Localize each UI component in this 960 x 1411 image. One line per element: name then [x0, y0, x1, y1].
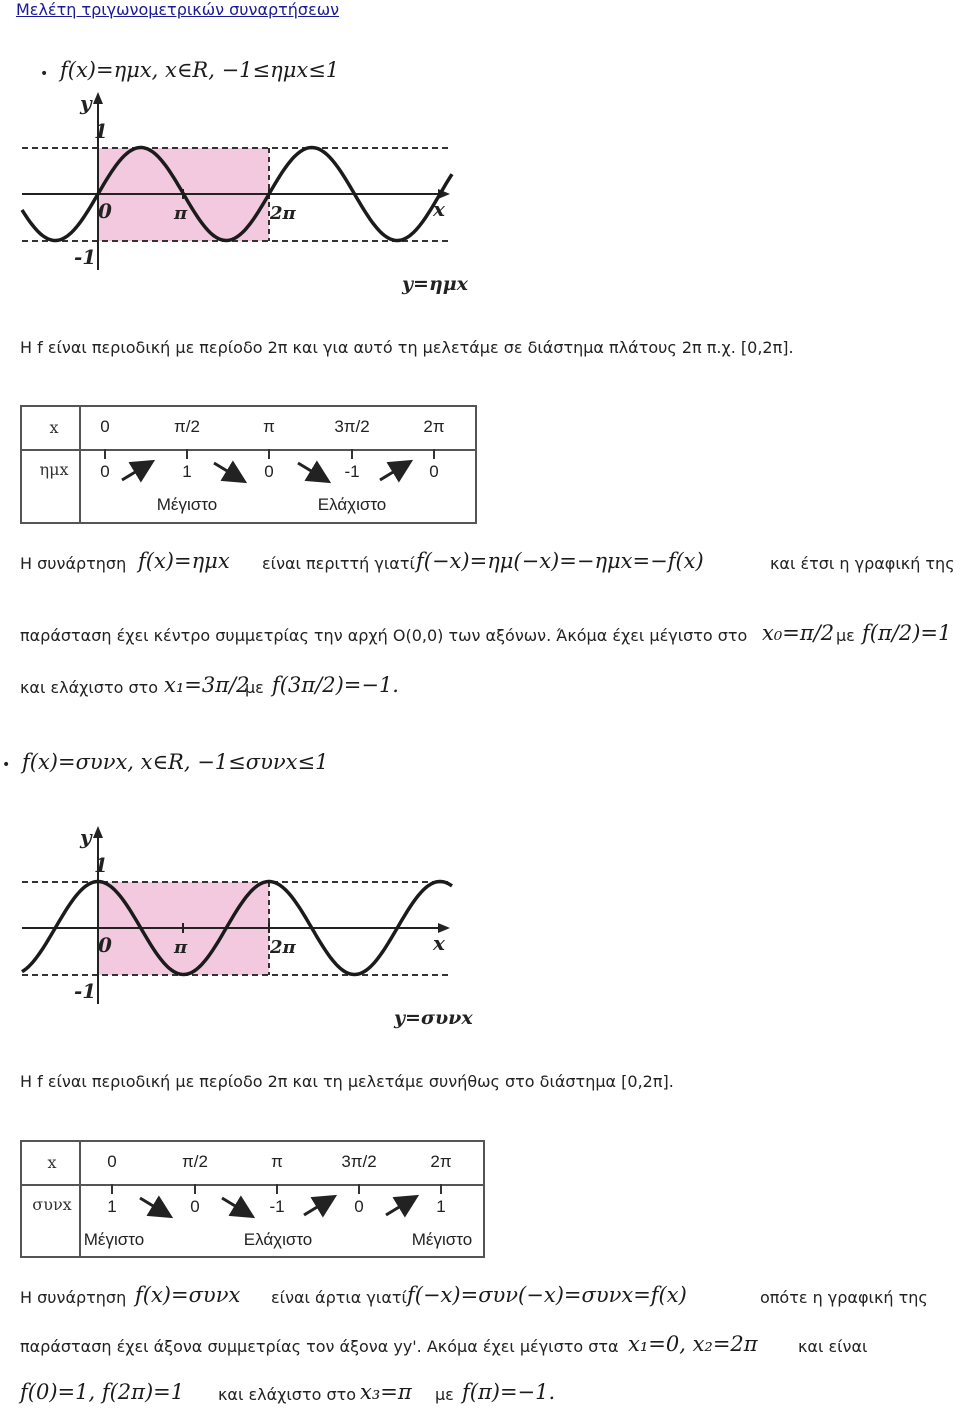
sine-caption: y=ημx	[402, 273, 469, 295]
cosine-even-identity: f(−x)=συν(−x)=συνx=f(x)	[407, 1283, 687, 1307]
sine-x-pi: π	[263, 417, 275, 436]
cosine-f-2pi: 1	[436, 1197, 446, 1216]
sine-label-0: 0	[98, 199, 112, 223]
sine-y-arrow	[93, 92, 103, 104]
cosine-fpi: f(π)=−1.	[462, 1380, 556, 1404]
sine-arrow-up-2	[380, 463, 408, 480]
cosine-f-pi: -1	[269, 1197, 285, 1216]
cosine-max-values: f(0)=1, f(2π)=1	[20, 1380, 185, 1404]
sine-table-arrows	[22, 407, 475, 522]
cosine-arrow-up-2	[386, 1198, 414, 1215]
sine-odd-suffix: και έτσι η γραφική της	[770, 554, 955, 573]
cosine-label-1: 1	[94, 853, 108, 877]
cosine-variation-table	[20, 1140, 485, 1258]
cosine-f-expr: f(x)=συνx	[135, 1283, 241, 1307]
cosine-x-0: 0	[107, 1152, 117, 1171]
cosine-symmetry-text: παράσταση έχει άξονα συμμετρίας τον άξονα yy'. Ακόμα έχει μέγιστο στα	[20, 1337, 619, 1356]
sine-x1: x₁=3π/2	[164, 673, 250, 697]
sine-f-expr: f(x)=ημx	[138, 549, 230, 573]
sine-f-0: 0	[100, 462, 110, 481]
cosine-min-text: και ελάχιστο στο	[218, 1385, 357, 1404]
sine-odd-middle: είναι περιττή γιατί	[262, 554, 415, 573]
sine-fx1: f(3π/2)=−1.	[272, 673, 399, 697]
cosine-period-text: Η f είναι περιοδική με περίοδο 2π και τη μελετάμε συνήθως στο διάστημα [0,2π].	[20, 1072, 674, 1091]
sine-y-label: y	[80, 91, 92, 115]
bullet-cosine: •	[2, 757, 11, 773]
cosine-x-3pi2: 3π/2	[341, 1152, 377, 1171]
cosine-y-arrow	[93, 826, 103, 838]
sine-arrow-up-1	[122, 463, 150, 480]
sine-x0: x₀=π/2	[762, 621, 835, 645]
sine-table-x-label: x	[49, 418, 59, 437]
sine-graph	[22, 91, 469, 307]
sine-f-pi2: 1	[182, 462, 192, 481]
cosine-label-m1: -1	[74, 979, 97, 1003]
sine-arrow-down-2	[298, 463, 326, 480]
cosine-y-label: y	[80, 825, 92, 849]
cosine-even-suffix: οπότε η γραφική της	[760, 1288, 928, 1307]
sine-x-3pi2: 3π/2	[334, 417, 370, 436]
sine-f-2pi: 0	[429, 462, 439, 481]
cosine-x-pi2: π/2	[182, 1152, 208, 1171]
cosine-arrow-down-2	[222, 1198, 250, 1215]
cosine-note-max-2: Μέγιστο	[411, 1230, 473, 1249]
sine-odd-identity: f(−x)=ημ(−x)=−ημx=−f(x)	[416, 549, 704, 573]
sine-with-1: με	[836, 626, 855, 645]
sine-period-text: Η f είναι περιοδική με περίοδο 2π και για αυτό τη μελετάμε σε διάστημα πλάτους 2π π.χ. [0,2π].	[20, 338, 794, 357]
cosine-f-pi2: 0	[190, 1197, 200, 1216]
sine-note-max: Μέγιστο	[156, 495, 218, 514]
cosine-f-0: 1	[107, 1197, 117, 1216]
sine-label-1: 1	[94, 119, 108, 143]
cosine-x-pi: π	[271, 1152, 283, 1171]
sine-label-pi: π	[174, 203, 188, 224]
cosine-label-0: 0	[98, 933, 112, 957]
sine-label-m1: -1	[74, 245, 97, 269]
sine-x-pi2: π/2	[174, 417, 200, 436]
sine-odd-prefix: Η συνάρτηση	[20, 554, 127, 573]
sine-min-text: και ελάχιστο στο	[20, 678, 159, 697]
cosine-note-max-1: Μέγιστο	[83, 1230, 145, 1249]
sine-x-2pi: 2π	[423, 417, 445, 436]
sine-table-f-label: ημx	[39, 460, 69, 479]
cosine-label-pi: π	[174, 937, 188, 958]
cosine-max-points: x₁=0, x₂=2π	[628, 1332, 758, 1356]
cosine-arrow-down-1	[140, 1198, 168, 1215]
sine-note-min: Ελάχιστο	[317, 495, 387, 514]
cosine-even-middle: είναι άρτια γιατί	[271, 1288, 407, 1307]
sine-arrow-down-1	[214, 463, 242, 480]
sine-fx0: f(π/2)=1	[862, 621, 952, 645]
sine-x-0: 0	[100, 417, 110, 436]
sine-x-label: x	[433, 197, 445, 221]
cosine-arrow-up-1	[304, 1198, 332, 1215]
cosine-x-2pi: 2π	[430, 1152, 452, 1171]
cosine-x3: x₃=π	[360, 1380, 412, 1404]
sine-variation-table	[20, 405, 477, 524]
cosine-even-prefix: Η συνάρτηση	[20, 1288, 127, 1307]
cosine-caption: y=συνx	[394, 1007, 473, 1029]
cosine-table-x-label: x	[47, 1153, 57, 1172]
cosine-heading: f(x)=συνx, x∈R, −1≤συνx≤1	[22, 750, 329, 774]
cosine-graph-svg	[22, 825, 473, 1041]
sine-label-2pi: 2π	[270, 203, 296, 224]
sine-f-3pi2: -1	[344, 462, 360, 481]
cosine-table-f-label: συνx	[32, 1195, 72, 1214]
bullet-sine: •	[40, 66, 49, 82]
page-title-link[interactable]: Μελέτη τριγωνομετρικών συναρτήσεων	[16, 0, 340, 19]
cosine-x-label: x	[433, 931, 445, 955]
cosine-with: με	[435, 1385, 454, 1404]
cosine-f-3pi2: 0	[354, 1197, 364, 1216]
cosine-note-min: Ελάχιστο	[243, 1230, 313, 1249]
cosine-label-2pi: 2π	[270, 937, 296, 958]
sine-with-2: με	[245, 678, 264, 697]
cosine-graph	[22, 825, 473, 1041]
sine-symmetry-text: παράσταση έχει κέντρο συμμετρίας την αρχή Ο(0,0) των αξόνων. Άκόμα έχει μέγιστο στο	[20, 626, 748, 645]
sine-f-pi: 0	[264, 462, 274, 481]
sine-graph-svg	[22, 91, 469, 307]
sine-heading: f(x)=ημx, x∈R, −1≤ημx≤1	[60, 58, 340, 82]
cosine-symmetry-tail: και είναι	[798, 1337, 868, 1356]
